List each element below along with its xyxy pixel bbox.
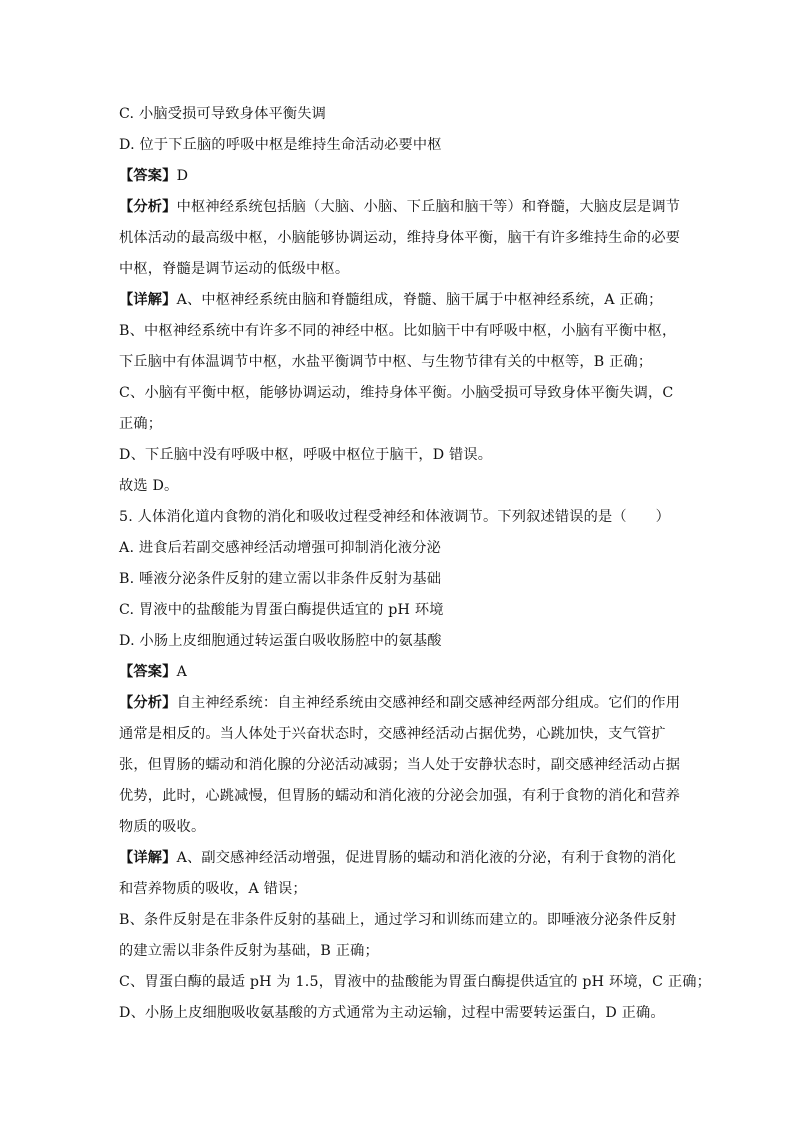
q5-analysis-label: 【分析】: [119, 695, 177, 711]
q5-option-d: D. 小肠上皮细胞通过转运蛋白吸收肠腔中的氨基酸: [119, 633, 442, 649]
q4-conclusion: 故选 D。: [119, 478, 179, 494]
q4-detail-text-1: A、中枢神经系统由脑和脊髓组成，脊髓、脑干属于中枢神经系统，A 正确；: [176, 292, 663, 308]
q4-answer: [119, 161, 679, 192]
q5-analysis-line-5: 物质的吸收。: [119, 819, 206, 835]
q4-detail-line-3: 下丘脑中有体温调节中枢，水盐平衡调节中枢、与生物节律有关的中枢等，B 正确；: [119, 354, 653, 370]
q4-option-d: D. 位于下丘脑的呼吸中枢是维持生命活动必要中枢: [119, 137, 442, 153]
document-page: [119, 99, 712, 1029]
q5-detail-line-1: [119, 843, 679, 874]
q4-detail-label: 【详解】: [119, 292, 177, 308]
q5-analysis-line-3: 张，但胃肠的蠕动和消化腺的分泌活动减弱；当人处于安静状态时，副交感神经活动占据: [119, 757, 681, 773]
q4-detail-line-6: D、下丘脑中没有呼吸中枢，呼吸中枢位于脑干，D 错误。: [119, 447, 493, 463]
q4-option-c: C. 小脑受损可导致身体平衡失调: [119, 106, 327, 122]
q4-detail-line-1: [119, 285, 679, 316]
q5-detail-label: 【详解】: [119, 850, 177, 866]
q5-analysis-line-2: 通常是相反的。当人体处于兴奋状态时，交感神经活动占据优势，心跳加快，支气管扩: [119, 726, 666, 742]
q4-analysis-line-2: 机体活动的最高级中枢，小脑能够协调运动，维持身体平衡，脑干有许多维持生命的必要: [119, 230, 681, 246]
q5-detail-line-4: 的建立需以非条件反射为基础，B 正确；: [119, 943, 379, 959]
q5-answer-value: A: [176, 664, 188, 680]
q5-detail-text-1: A、副交感神经活动增强，促进胃肠的蠕动和消化液的分泌，有利于食物的消化: [176, 850, 677, 866]
q5-stem: 5. 人体消化道内食物的消化和吸收过程受神经和体液调节。下列叙述错误的是（ ）: [119, 509, 670, 525]
q5-analysis-text-1: 自主神经系统：自主神经系统由交感神经和副交感神经两部分组成。它们的作用: [176, 695, 681, 711]
q5-option-c: C. 胃液中的盐酸能为胃蛋白酶提供适宜的 pH 环境: [119, 602, 444, 618]
q5-analysis-line-4: 优势，此时，心跳减慢，但胃肠的蠕动和消化液的分泌会加强，有利于食物的消化和营养: [119, 788, 681, 804]
q5-detail-line-5: C、胃蛋白酶的最适 pH 为 1.5，胃液中的盐酸能为胃蛋白酶提供适宜的 pH 环境，C 正确；: [119, 974, 712, 990]
q5-detail-line-2: 和营养物质的吸收，A 错误；: [119, 881, 307, 897]
q4-analysis-line-1: [119, 192, 679, 223]
q4-analysis-text-1: 中枢神经系统包括脑（大脑、小脑、下丘脑和脑干等）和脊髓，大脑皮层是调节: [176, 199, 681, 215]
q4-detail-line-4: C、小脑有平衡中枢，能够协调运动，维持身体平衡。小脑受损可导致身体平衡失调，C: [119, 385, 674, 401]
q4-analysis-label: 【分析】: [119, 199, 177, 215]
q4-answer-label: 【答案】: [119, 168, 177, 184]
q5-option-b: B. 唾液分泌条件反射的建立需以非条件反射为基础: [119, 571, 442, 587]
q5-detail-line-6: D、小肠上皮细胞吸收氨基酸的方式通常为主动运输，过程中需要转运蛋白，D 正确。: [119, 1005, 665, 1021]
q5-analysis-line-1: [119, 688, 679, 719]
q5-option-a: A. 进食后若副交感神经活动增强可抑制消化液分泌: [119, 540, 442, 556]
q4-analysis-line-3: 中枢，脊髓是调节运动的低级中枢。: [119, 261, 350, 277]
q4-answer-value: D: [176, 168, 189, 184]
q4-detail-line-5: 正确；: [119, 416, 163, 432]
q5-answer: [119, 657, 679, 688]
q5-detail-line-3: B、条件反射是在非条件反射的基础上，通过学习和训练而建立的。即唾液分泌条件反射: [119, 912, 677, 928]
q4-detail-line-2: B、中枢神经系统中有许多不同的神经中枢。比如脑干中有呼吸中枢，小脑有平衡中枢，: [119, 323, 677, 339]
q5-answer-label: 【答案】: [119, 664, 177, 680]
